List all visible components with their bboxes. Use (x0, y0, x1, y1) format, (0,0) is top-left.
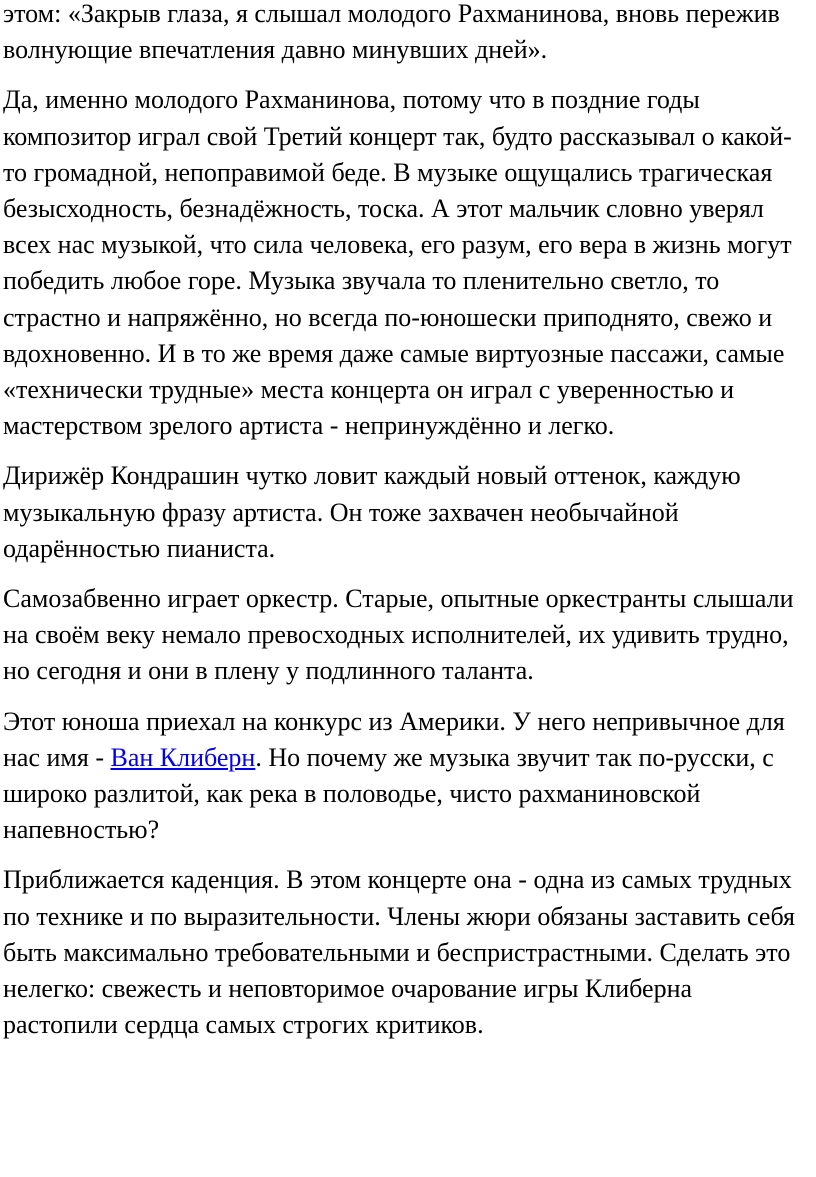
paragraph-5-text-after: . Но почему же музыка звучит так по-русски, с широко разлитой, как река в половодье, чисто рахманиновской напевностью? (3, 742, 774, 845)
paragraph-4: Самозабвенно играет оркестр. Старые, опытные оркестранты слышали на своём веку немало превосходных исполнителей, их удивить трудно, но сегодня и они в плену у подлинного таланта. (3, 584, 794, 686)
paragraph-1: этом: «Закрыв глаза, я слышал молодого Рахманинова, вновь пережив волнующие впечатления давно минувших дней». (3, 0, 780, 65)
van-cliburn-link[interactable]: Ван Клиберн (110, 742, 256, 772)
paragraph-6: Приближается каденция. В этом концерте она - одна из самых трудных по технике и по выразительности. Члены жюри обязаны заставить себя быть максимально требовательными и беспристрастными. Сделать это нелегко: свежесть и неповторимое очарование игры Клиберна растопили сердца самых строгих критиков. (3, 865, 795, 1040)
paragraph-5-text-before: Этот юноша приехал на конкурс из Америки. У него непривычное для нас имя - (3, 706, 785, 772)
paragraph-3: Дирижёр Кондрашин чутко ловит каждый новый оттенок, каждую музыкальную фразу артиста. Он тоже захвачен необычайной одарённостью пианиста. (3, 461, 741, 563)
paragraph-5 (3, 704, 810, 849)
paragraph-2: Да, именно молодого Рахманинова, потому что в поздние годы композитор играл свой Третий концерт так, будто рассказывал о какой-то громадной, непоправимой беде. В музыке ощущались трагическая безысходность, безнадёжность, тоска. А этот мальчик словно уверял всех нас музыкой, что сила человека, его разум, его вера в жизнь могут победить любое горе. Музыка звучала то пленительно светло, то страстно и напряжённо, но всегда по-юношески приподнято, свежо и вдохновенно. И в то же время даже самые виртуозные пассажи, самые «технически трудные» места концерта он играл с уверенностью и мастерством зрелого артиста - непринуждённо и легко. (3, 85, 792, 441)
